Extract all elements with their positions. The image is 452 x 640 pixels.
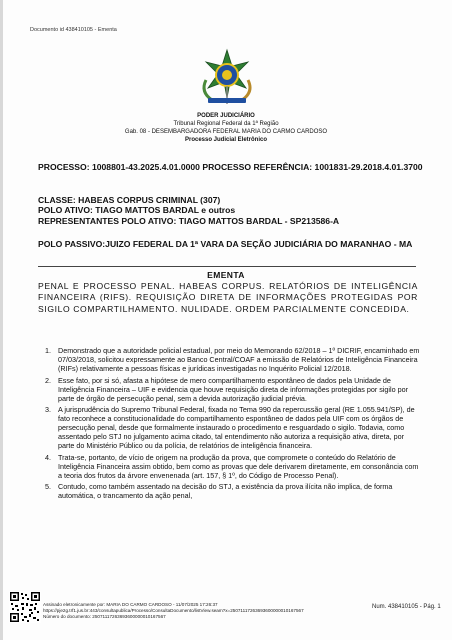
list-item xyxy=(40,347,420,374)
active-party: POLO ATIVO: TIAGO MATTOS BARDAL e outros xyxy=(38,205,236,215)
item-text: Demonstrado que a autoridade policial estadual, por meio do Memorando 62/2018 – 1º DICRIF, encaminhado em 07/03/2018, solicitou expressamente ao Banco Central/COAF a emissão de Relatórios de Inteligência Financeira (RIFs) relativamente a pessoas físicas e jurídicas investigadas no Inquérito Policial 12/2018. xyxy=(58,346,420,373)
active-party-representatives: REPRESENTANTES POLO ATIVO: TIAGO MATTOS BARDAL - SP213586-A xyxy=(38,216,340,226)
ementa-heading: EMENTA xyxy=(207,270,245,280)
item-text: A jurisprudência do Supremo Tribunal Federal, fixada no Tema 990 da repercussão geral (RE 1.055.941/SP), de fato reconhece a constitucionalidade do compartilhamento espontâneo de dados pela UIF com os órgãos de persecução penal, desde que formalmente instaurado o procedimento e resguardado o sigilo. Todavia, como assentado pelo STJ no julgamento acima citado, tal entendimento não autoriza a requisição ativa, direta, por parte do Ministério Público ou da polícia, de relatórios de inteligência financeira. xyxy=(58,405,415,451)
verification-url[interactable]: https://pje2g.trf1.jus.br:443/consultapublica/Processo/ConsultaDocumento/listView.seam?x=25071117263693600000010167567 xyxy=(43,608,304,613)
header-system: Processo Judicial Eletrônico xyxy=(184,137,268,143)
item-number: 3. xyxy=(45,405,51,415)
item-number: 1. xyxy=(45,346,51,355)
item-number: 2. xyxy=(45,375,51,385)
item-text: Trata-se, portanto, de vício de origem na produção da prova, que compromete o conteúdo do Relatório de Inteligência Financeira assim obtido, bem como as provas que dele derivarem diretamente, em consonância com a teoria dos frutos da árvore envenenada (art. 157, § 1º, do Código de Processo Penal). xyxy=(58,452,419,480)
item-text: Esse fato, por si só, afasta a hipótese de mero compartilhamento espontâneo de dados pela Unidade de Inteligência Financeira – UIF e evidencia que houve requisição direta de informações protegidas por sigilo por parte de órgão de persecução penal, sem a devida autorização judicial prévia. xyxy=(58,375,408,403)
signature-info: Assinado eletronicamente por: MARIA DO CARMO CARDOSO - 11/07/2025 17:26:37 xyxy=(43,602,218,607)
passive-party: POLO PASSIVO:JUIZO FEDERAL DA 1ª VARA DA SEÇÃO JUDICIÁRIA DO MARANHAO - MA xyxy=(38,239,413,249)
list-item xyxy=(40,377,420,404)
page-number: Num. 438410105 - Pág. 1 xyxy=(372,604,441,610)
header-judiciary: PODER JUDICIÁRIO xyxy=(197,113,255,119)
list-item xyxy=(40,406,420,451)
document-number: Número do documento: 25071117263693600000010167567 xyxy=(43,614,166,619)
header-office: Gab. 08 - DESEMBARGADORA FEDERAL MARIA DO CARMO CARDOSO xyxy=(124,129,328,135)
qr-code-icon[interactable] xyxy=(9,591,41,623)
ementa-items-list xyxy=(40,347,420,501)
process-class: CLASSE: HABEAS CORPUS CRIMINAL (307) xyxy=(38,195,221,205)
page-edge xyxy=(0,0,3,640)
brazil-coat-of-arms-icon xyxy=(196,48,258,106)
list-item xyxy=(40,483,420,501)
process-number: PROCESSO: 1008801-43.2025.4.01.0000 PROCESSO REFERÊNCIA: 1001831-29.2018.4.01.3700 xyxy=(38,162,423,172)
list-item xyxy=(40,454,420,481)
section-divider xyxy=(38,266,416,267)
item-text: Contudo, como também assentado na decisão do STJ, a existência da prova ilícita não implica, de forma automática, o trancamento da ação penal, xyxy=(58,481,393,500)
item-number: 4. xyxy=(45,452,51,462)
ementa-summary: PENAL E PROCESSO PENAL. HABEAS CORPUS. RELATÓRIOS DE INTELIGÊNCIA FINANCEIRA (RIFS). REQUISIÇÃO DIRETA DE INFORMAÇÕES PROTEGIDAS POR SIGILO COMPARTILHAMENTO. NULIDADE. ORDEM PARCIALMENTE CONCEDIDA. xyxy=(38,281,418,314)
document-id-line: Documento id 438410105 - Ementa xyxy=(30,27,117,33)
item-number: 5. xyxy=(45,481,51,491)
header-court: Tribunal Regional Federal da 1ª Região xyxy=(173,121,279,127)
